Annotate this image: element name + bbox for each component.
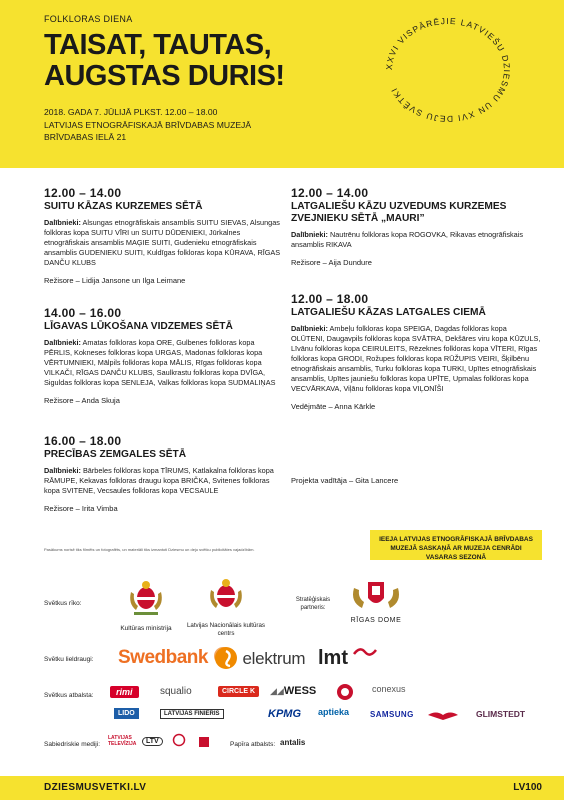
address-line: BRĪVDABAS IELĀ 21 [44,132,127,142]
event-participants [44,338,284,388]
fine-print: Pasākums norisē tiks filmēts un fotografēts, un materiāli tiks izmantoti Dziesmu un deju svētku publicitātes vajadzībām. [44,547,255,552]
participants-text: Amatas folkloras kopa ORE, Gulbenes folkloras kopa PĒRLIS, Kokneses folkloras kopa URGAS, Madonas folkloras kopa VĒRTUMNIEKI, Mālpils folkloras kopa MĀLIS, Rīgas folkloras kopa VILKAČI, RĪGAS DANČU KLUBS, Saulkrastu folkloras kopa DVĪGA, Siguldas folkloras kopa SENLEJA, Valkas folkloras kopa SUDMALIŅAS [44,338,276,387]
header-banner [0,0,564,168]
circle-k-logo: CIRCLE K [218,686,259,697]
participants-label: Dalībnieki: [291,230,328,239]
event-credit: Režisore – Irita Vimba [44,504,118,513]
festival-logo [374,12,522,128]
event-participants [291,324,541,394]
event-block [291,292,541,411]
lnkc-emblem-icon [206,578,246,616]
svg-text:XXVI VISPĀRĒJIE LATVIEŠU DZIES [384,16,512,124]
participants-label: Dalībnieki: [44,466,81,475]
round-emblem-icon [336,683,354,701]
org-name: Kultūras ministrija [120,625,172,632]
glimstedt-logo: GLIMSTEDT [476,709,526,719]
event-credit: Režisore – Aija Dundure [291,258,372,267]
aptieka-logo: aptieka [318,707,350,717]
event-credit: Režisore – Anda Skuja [44,396,120,405]
coat-of-arms-icon [126,580,166,618]
latvijas-finieris-logo: LATVIJAS FINIERIS [160,709,224,719]
sponsor-name: WESS [283,685,317,697]
venue-line: LATVIJAS ETNOGRĀFISKAJĀ BRĪVDABAS MUZEJĀ [44,119,252,130]
event-time: 14.00 – 16.00 [44,306,122,320]
participants-text: Alsungas etnogrāfiskais ansamblis SUITU SIEVAS, Alsungas folkloras kopa SUITU VĪRI un SUITU DŪDENIEKI, Jūrkalnes etnogrāfiskais ansamblis MAĢIE SUITI, Gudenieku etnogrāfiskais ansamblis GUDENIEKU SUITI, Kuldīgas folkloras kopa KŪRAVA, RĪGAS DANČU KLUBS [44,218,281,267]
event-participants [44,466,284,496]
kpmg-logo: KPMG [268,708,301,720]
event-title: SUITU KĀZAS KURZEMES SĒTĀ [44,201,203,212]
elektrum-logo [214,646,305,670]
lmt-wave-icon [352,644,378,660]
grand-sponsors-label: Svētku lieldraugi: [44,656,94,663]
footer-url[interactable]: DZIESMUSVETKI.LV [44,782,147,793]
event-block [44,306,284,405]
event-title: PRECĪBAS ZEMGALES SĒTĀ [44,449,187,460]
portal-square-icon [198,736,210,748]
event-participants [44,218,284,268]
event-time: 12.00 – 18.00 [291,292,369,306]
event-time: 12.00 – 14.00 [291,186,369,200]
winged-emblem-logo [426,708,460,727]
riga-coat-of-arms-icon [346,578,406,612]
lnkc-logo [186,578,266,637]
event-participants [291,230,541,250]
elektrum-swirl-icon [214,646,238,670]
round-sponsor-logo [336,683,354,706]
wess-mark-icon: ◢◢ [270,686,284,696]
rimi-logo: rimi [110,686,139,698]
event-block [44,186,284,285]
org-name: Latvijas Nacionālais kultūras centrs [186,622,266,637]
rigas-dome-logo [344,578,408,624]
title-line: TAISAT, TAUTAS, [44,29,272,61]
event-title: LATGALIEŠU KĀZAS LATGALES CIEMĀ [291,307,486,318]
squalio-logo: squalio [160,686,192,697]
antalis-logo: antalis [280,738,306,747]
lv100-mark: LV100 [513,782,542,793]
media-portal-logo [198,735,210,753]
event-time: 16.00 – 18.00 [44,434,122,448]
entry-notice: IEEJA LATVIJAS ETNOGRĀFISKAJĀ BRĪVDABAS MUZEJĀ SASKAŅĀ AR MUZEJA CENRĀDI VASARAS SEZONĀ [370,530,542,560]
event-block [44,434,284,513]
event-title: LATGALIEŠU KĀZU UZVEDUMS KURZEMES ZVEJNIEKU SĒTĀ „MAURI” [291,201,507,224]
wess-logo [270,685,316,697]
conexus-logo: conexus [372,684,406,694]
sponsor-name: Swedbank [118,647,208,668]
paper-support-label: Papīra atbalsts: [230,741,276,748]
participants-text: Nautrēnu folkloras kopa ROGOVKA, Rikavas etnogrāfiskais ansamblis RIKAVA [291,230,523,249]
participants-label: Dalībnieki: [291,324,328,333]
participants-text: Bārbeles folkloras kopa TĪRUMS, Katlakalna folkloras kopa RĀMUPE, Kekavas folkloras draugu kopa BRIČKA, Svitenes folkloras kopa SVITENE, Vecsaules folkloras kopa VECSAULE [44,466,274,495]
date-location [44,106,251,144]
radio-circle-icon [172,733,186,747]
page-title [44,30,285,92]
lido-logo: LIDO [114,708,139,719]
logo-ring-text: XXVI VISPĀRĒJIE LATVIEŠU DZIESMU UN XVI DEJU SVĒTKI [383,15,513,125]
event-credit: Režisore – Lidija Jansone un Ilga Leimane [44,276,186,285]
event-block [291,186,541,267]
strategic-partner-label: Stratēģiskais partneris: [295,597,331,611]
kulturas-ministrija-logo [108,580,184,632]
date-line: 2018. GADA 7. JŪLIJĀ PLKST. 12.00 – 18.00 [44,107,218,117]
samsung-logo: SAMSUNG [370,710,414,719]
lmt-logo [318,644,378,670]
winged-emblem-icon [426,708,460,722]
radio-logo [172,733,186,752]
sponsor-name: lmt [318,647,348,669]
media-label: Sabiedriskie mediji: [44,741,100,748]
participants-label: Dalībnieki: [44,218,81,227]
event-time: 12.00 – 14.00 [44,186,122,200]
ltv-logo: LATVIJAS TELEVĪZIJA [108,735,137,747]
sponsor-name: elektrum [242,649,306,668]
ltv-badge-logo: LTV [142,737,163,746]
organizers-label: Svētkus rīko: [44,600,82,607]
participants-label: Dalībnieki: [44,338,81,347]
supporters-label: Svētkus atbalsta: [44,692,94,699]
event-kicker: FOLKLORAS DIENA [44,14,133,24]
event-title: LĪGAVAS LŪKOŠANA VIDZEMES SĒTĀ [44,321,233,332]
participants-text: Ambeļu folkloras kopa SPEIGA, Dagdas folkloras kopa OLŪTENI, Daugavpils folkloras kopa SVĀTRA, Dekšāres viru kopa KŪZULS, Līvānu folkloras kopa CEIRULEITS, Rēzeknes folkloras kopa VĪTERI, Rīgas folkloras kopa GRODI, Rožupes folkloras kopa RŪŽUPIS VEIRI, Šķilbēnu etnogrāfiskais ansamblis, Turku folkloras kopa TURKI, Upītes etnogrāfiskais ansamblis, Upītes jauniešu folkloras kopa UPĪTE, Upmalas folkloras kopa VECVĀRKAVA, Viļānu folkloras kopa VIĻONĪŠI [291,324,541,393]
event-credit: Vedējmāte – Anna Kārkle [291,402,376,411]
title-line: AUGSTAS DURIS! [44,60,285,92]
project-lead: Projekta vadītāja – Gita Lancere [291,476,399,485]
org-name: RĪGAS DOME [350,617,402,624]
footer-bar [0,776,564,800]
